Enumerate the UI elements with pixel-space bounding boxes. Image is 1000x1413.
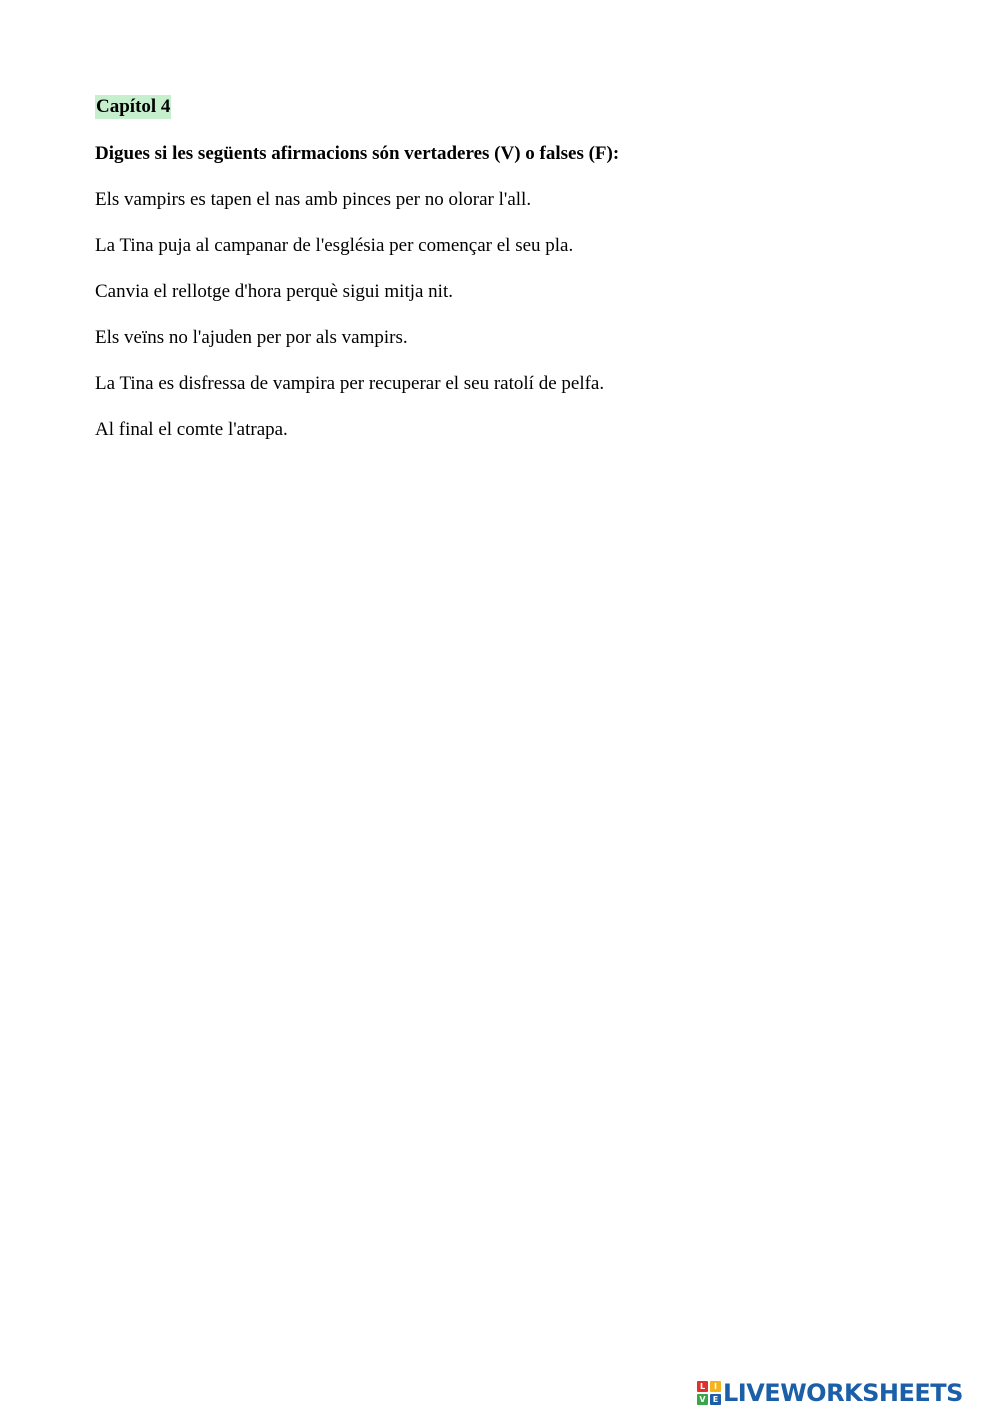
logo-cell-e: E — [710, 1394, 721, 1405]
statement-5: La Tina es disfressa de vampira per recuperar el seu ratolí de pelfa. — [95, 373, 605, 394]
statement-4: Els veïns no l'ajuden per por als vampirs. — [95, 327, 408, 348]
logo-cell-l: L — [697, 1381, 708, 1392]
statement-list — [95, 188, 604, 464]
liveworksheets-logo — [697, 1378, 963, 1408]
chapter-title: Capítol 4 — [96, 96, 171, 117]
logo-cell-v: V — [697, 1394, 708, 1405]
instruction-text: Digues si les següents afirmacions són vertaderes (V) o falses (F): — [95, 143, 620, 164]
statement-6: Al final el comte l'atrapa. — [95, 419, 288, 440]
statement-3: Canvia el rellotge d'hora perquè sigui mitja nit. — [95, 281, 453, 302]
logo-grid-icon — [697, 1381, 721, 1405]
logo-cell-i: I — [710, 1381, 721, 1392]
logo-text: LIVEWORKSHEETS — [723, 1379, 963, 1407]
statement-2: La Tina puja al campanar de l'església per començar el seu pla. — [95, 235, 574, 256]
statement-1: Els vampirs es tapen el nas amb pinces per no olorar l'all. — [95, 189, 532, 210]
